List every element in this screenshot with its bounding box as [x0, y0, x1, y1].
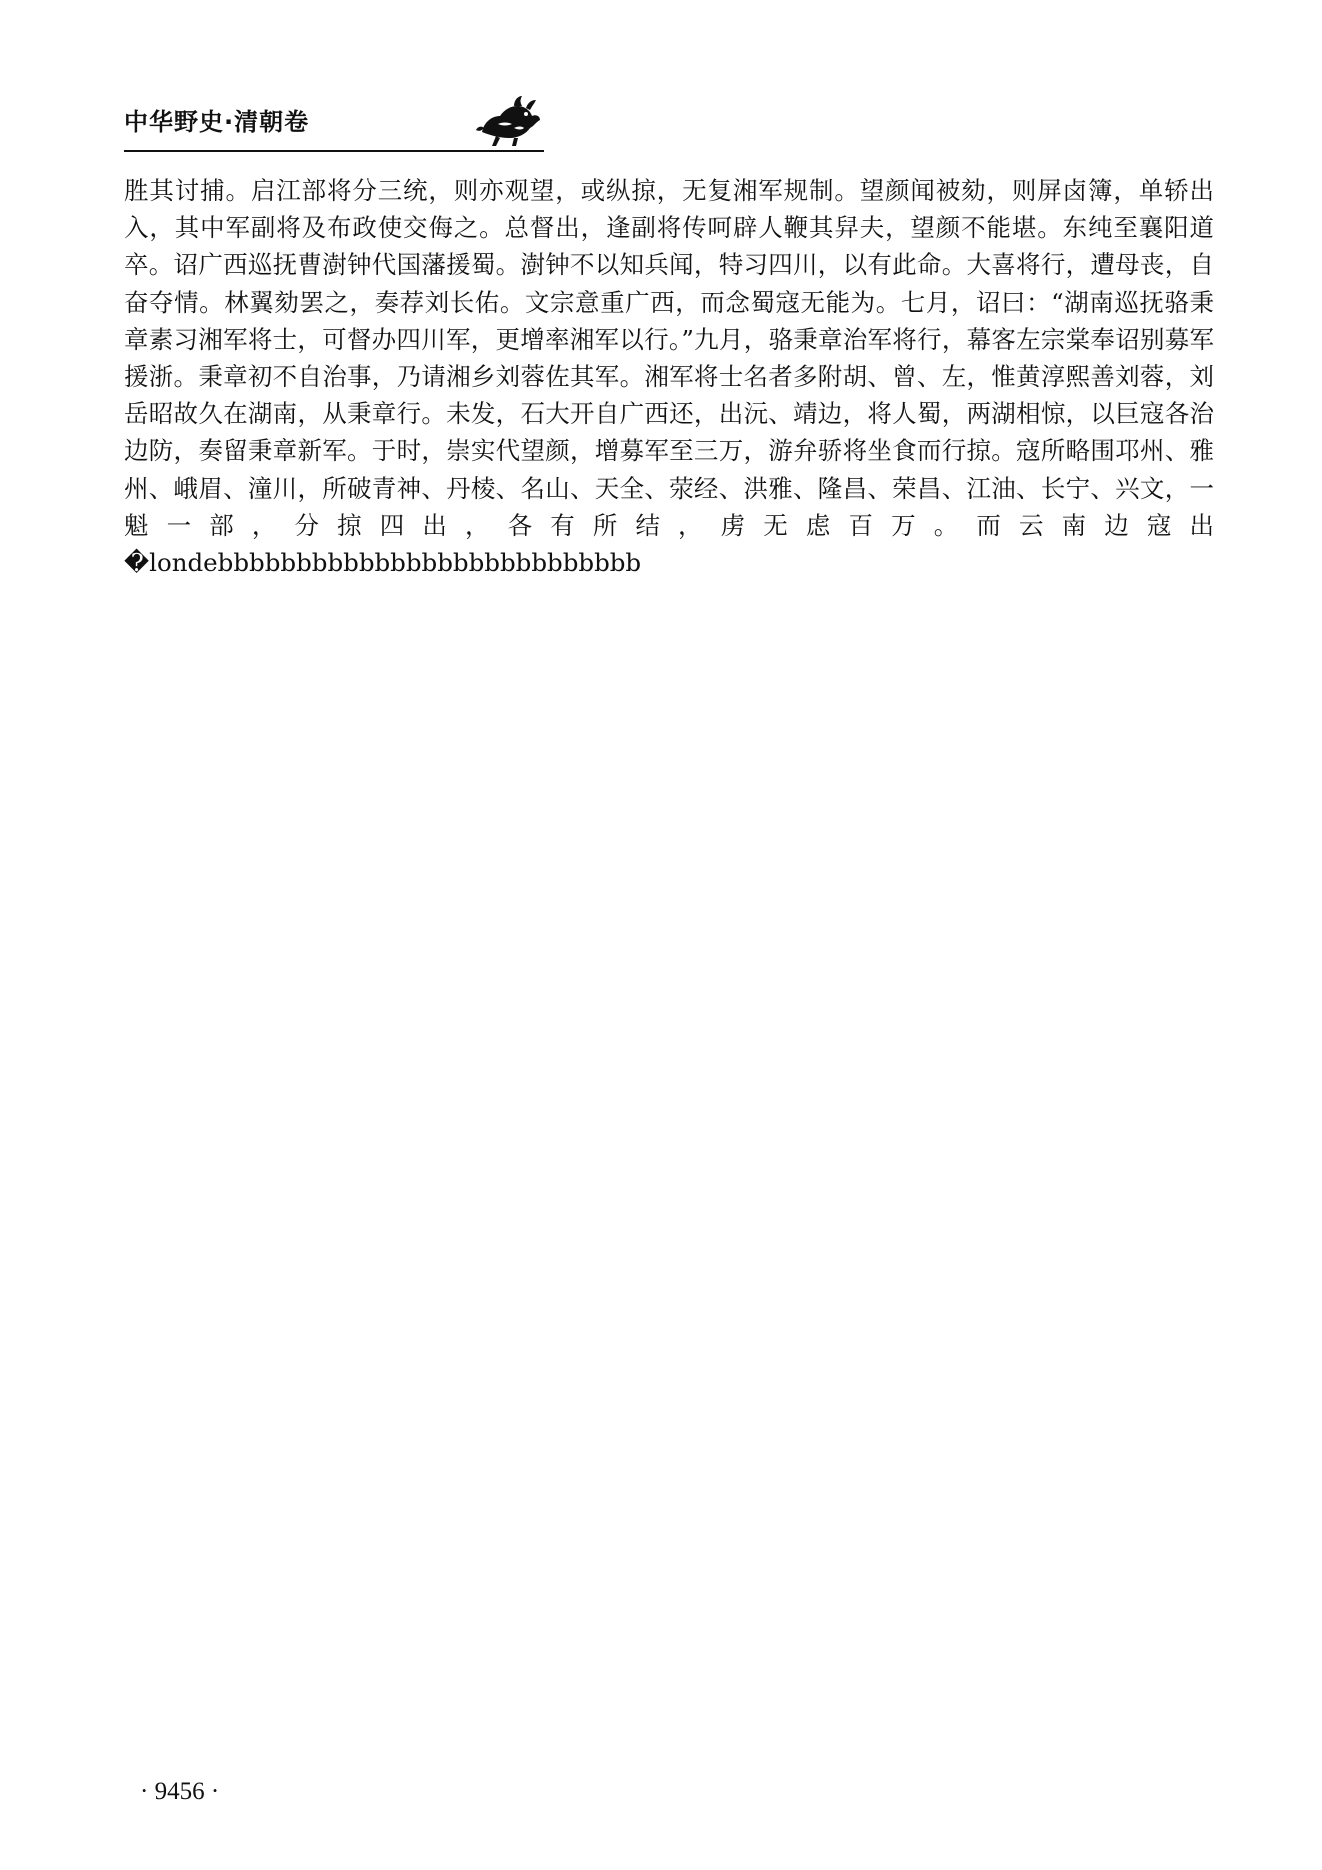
running-header — [124, 92, 544, 156]
page-number: · 9456 · — [140, 1778, 220, 1805]
paragraph: 胜其讨捕。启江部将分三统，则亦观望，或纵掠，无复湘军规制。望颜闻被劾，则屏卤簿，单轿出入，其中军副将及布政使交侮之。总督出，逢副将传呵辟人鞭其舁夫，望颜不能堪。东纯至襄阳道卒。诏广西巡抚曹澍钟代国藩援蜀。澍钟不以知兵闻，特习四川，以有此命。大喜将行，遭母丧，自奋夺情。林翼劾罢之，奏荐刘长佑。文宗意重广西，而念蜀寇无能为。七月，诏曰：“湖南巡抚骆秉章素习湘军将士，可督办四川军，更增率湘军以行。”九月，骆秉章治军将行，幕客左宗棠奉诏别募军援浙。秉章初不自治事，乃请湘乡刘蓉佐其军。湘军将士名者多附胡、曾、左，惟黄淳熙善刘蓉，刘岳昭故久在湖南，从秉章行。未发，石大开自广西还，出沅、靖边，将人蜀，两湖相惊，以巨寇各治边防，奏留秉章新军。于时，崇实代望颜，增募军至三万，游弁骄将坐食而行掠。寇所略围邛州、雅州、峨眉、潼川，所破青神、丹棱、名山、天全、荥经、洪雅、隆昌、荣昌、江油、长宁、兴文，一魁一部，分掠四出，各有所结，虏无虑百万。而云南边寇出�londebbbbbbbbbbbbbbbbbbbbbbbbbbb — [124, 176, 1214, 578]
dragon-icon — [474, 92, 544, 148]
header-rule — [124, 150, 544, 152]
book-title: 中华野史·清朝卷 — [124, 108, 310, 136]
body-text — [124, 172, 1214, 581]
